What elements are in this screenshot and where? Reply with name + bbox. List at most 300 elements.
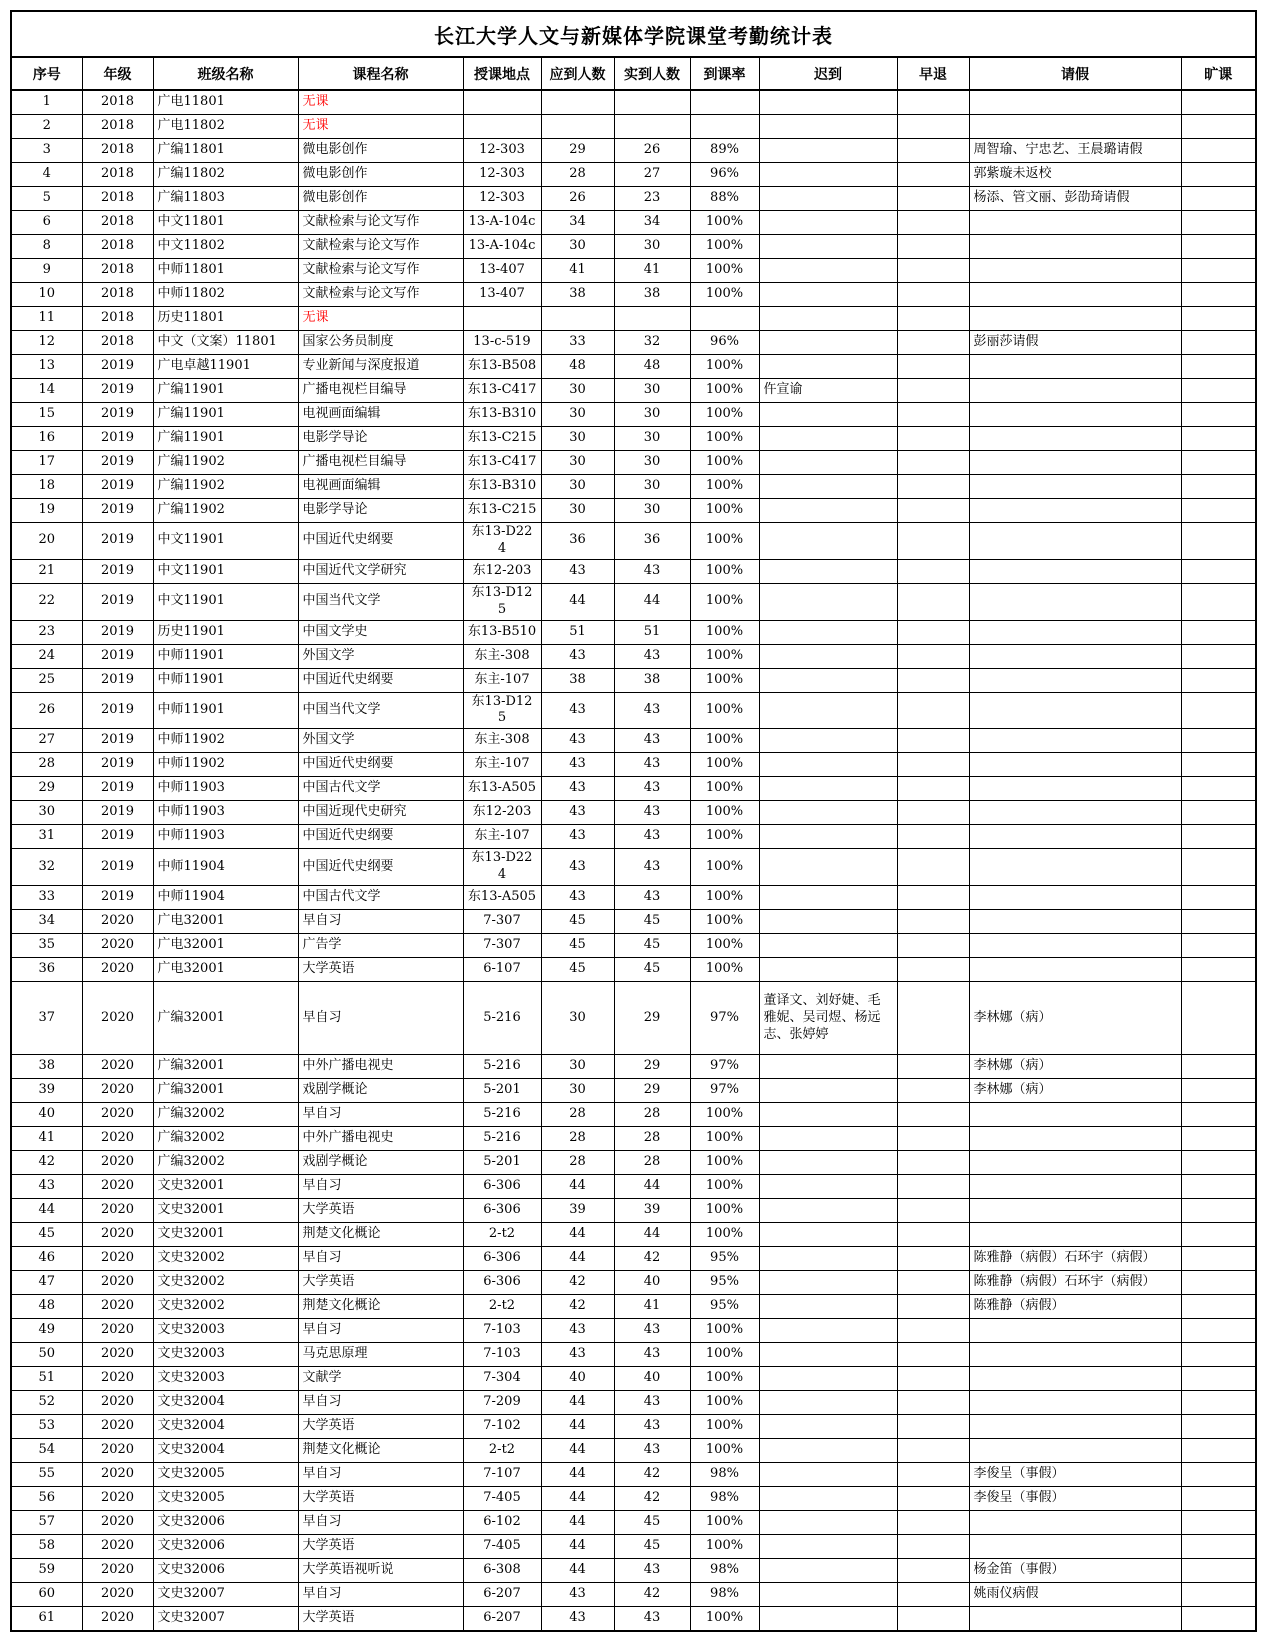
cell-class_name: 广电卓越11901 (153, 355, 298, 379)
cell-no: 2 (11, 115, 82, 139)
cell-rate: 100% (690, 801, 759, 825)
cell-no: 52 (11, 1391, 82, 1415)
cell-early_leave (897, 1151, 969, 1175)
cell-late (759, 523, 897, 560)
cell-late (759, 451, 897, 475)
cell-class_name: 广编11802 (153, 163, 298, 187)
cell-grade: 2019 (82, 801, 153, 825)
cell-rate: 100% (690, 1367, 759, 1391)
cell-expected: 40 (541, 1367, 614, 1391)
cell-expected: 44 (541, 1175, 614, 1199)
cell-no: 14 (11, 379, 82, 403)
cell-grade: 2019 (82, 849, 153, 886)
cell-expected: 45 (541, 934, 614, 958)
cell-grade: 2020 (82, 1199, 153, 1223)
cell-leave (969, 403, 1181, 427)
cell-late (759, 620, 897, 644)
cell-actual: 43 (614, 644, 690, 668)
cell-rate: 97% (690, 982, 759, 1055)
cell-location: 13-407 (463, 259, 541, 283)
cell-rate: 100% (690, 849, 759, 886)
table-row (11, 1223, 1256, 1247)
cell-late (759, 90, 897, 115)
cell-class_name: 广编11901 (153, 403, 298, 427)
cell-course: 中国当代文学 (298, 692, 463, 729)
cell-location: 7-103 (463, 1319, 541, 1343)
cell-late (759, 668, 897, 692)
cell-no: 18 (11, 475, 82, 499)
cell-class_name: 广编32002 (153, 1127, 298, 1151)
cell-grade: 2018 (82, 163, 153, 187)
cell-expected: 43 (541, 849, 614, 886)
cell-actual (614, 307, 690, 331)
cell-expected: 42 (541, 1295, 614, 1319)
cell-early_leave (897, 163, 969, 187)
cell-class_name: 广编32002 (153, 1103, 298, 1127)
cell-absent (1181, 753, 1256, 777)
cell-course: 广播电视栏目编导 (298, 451, 463, 475)
cell-class_name: 文史32001 (153, 1199, 298, 1223)
cell-rate: 100% (690, 283, 759, 307)
cell-rate: 100% (690, 379, 759, 403)
attendance-table (10, 10, 1257, 1632)
cell-location: 6-102 (463, 1511, 541, 1535)
cell-absent (1181, 777, 1256, 801)
cell-early_leave (897, 1607, 969, 1632)
cell-location: 东主-308 (463, 644, 541, 668)
cell-no: 29 (11, 777, 82, 801)
cell-leave: 郭紫璇未返校 (969, 163, 1181, 187)
cell-late (759, 1175, 897, 1199)
cell-rate: 98% (690, 1463, 759, 1487)
cell-grade: 2020 (82, 958, 153, 982)
table-row (11, 163, 1256, 187)
cell-no: 22 (11, 583, 82, 620)
cell-late (759, 1415, 897, 1439)
cell-actual: 43 (614, 559, 690, 583)
cell-class_name: 中师11902 (153, 729, 298, 753)
cell-course: 中国近现代史研究 (298, 801, 463, 825)
cell-actual: 28 (614, 1103, 690, 1127)
cell-location (463, 115, 541, 139)
cell-location: 7-107 (463, 1463, 541, 1487)
table-row (11, 331, 1256, 355)
cell-course: 中国近代史纲要 (298, 849, 463, 886)
cell-expected: 44 (541, 1223, 614, 1247)
cell-rate: 100% (690, 1223, 759, 1247)
cell-no: 51 (11, 1367, 82, 1391)
cell-rate: 100% (690, 235, 759, 259)
cell-late (759, 886, 897, 910)
cell-no: 23 (11, 620, 82, 644)
cell-location: 7-304 (463, 1367, 541, 1391)
cell-late (759, 187, 897, 211)
cell-location: 东13-D224 (463, 523, 541, 560)
cell-grade: 2019 (82, 753, 153, 777)
cell-class_name: 文史32007 (153, 1607, 298, 1632)
table-row (11, 1439, 1256, 1463)
cell-no: 8 (11, 235, 82, 259)
cell-expected: 44 (541, 1511, 614, 1535)
cell-course: 无课 (298, 307, 463, 331)
cell-grade: 2020 (82, 1343, 153, 1367)
cell-absent (1181, 958, 1256, 982)
cell-grade: 2018 (82, 90, 153, 115)
cell-actual: 43 (614, 849, 690, 886)
cell-late (759, 475, 897, 499)
table-row (11, 115, 1256, 139)
table-row (11, 958, 1256, 982)
cell-actual: 30 (614, 379, 690, 403)
cell-location: 6-107 (463, 958, 541, 982)
col-header-late: 迟到 (759, 57, 897, 90)
cell-expected: 43 (541, 1319, 614, 1343)
cell-late (759, 139, 897, 163)
cell-course: 早自习 (298, 1391, 463, 1415)
cell-actual: 43 (614, 1439, 690, 1463)
cell-late (759, 1607, 897, 1632)
cell-actual: 42 (614, 1247, 690, 1271)
cell-course: 无课 (298, 90, 463, 115)
cell-rate: 100% (690, 1607, 759, 1632)
cell-grade: 2020 (82, 1559, 153, 1583)
cell-absent (1181, 1319, 1256, 1343)
cell-early_leave (897, 427, 969, 451)
cell-early_leave (897, 115, 969, 139)
cell-course: 早自习 (298, 1511, 463, 1535)
cell-actual: 48 (614, 355, 690, 379)
cell-early_leave (897, 1055, 969, 1079)
cell-rate: 97% (690, 1079, 759, 1103)
cell-location: 东主-308 (463, 729, 541, 753)
cell-grade: 2019 (82, 692, 153, 729)
cell-expected: 43 (541, 801, 614, 825)
cell-no: 34 (11, 910, 82, 934)
cell-class_name: 中文11901 (153, 583, 298, 620)
cell-leave: 李俊呈（事假） (969, 1487, 1181, 1511)
cell-grade: 2020 (82, 1415, 153, 1439)
table-row (11, 753, 1256, 777)
cell-expected: 29 (541, 139, 614, 163)
cell-rate: 100% (690, 1415, 759, 1439)
cell-rate: 100% (690, 777, 759, 801)
cell-class_name: 中师11903 (153, 801, 298, 825)
cell-grade: 2020 (82, 1247, 153, 1271)
cell-class_name: 文史32006 (153, 1511, 298, 1535)
cell-expected: 48 (541, 355, 614, 379)
cell-early_leave (897, 559, 969, 583)
cell-course: 马克思原理 (298, 1343, 463, 1367)
cell-late (759, 934, 897, 958)
cell-location: 2-t2 (463, 1223, 541, 1247)
cell-no: 55 (11, 1463, 82, 1487)
cell-course: 大学英语 (298, 1487, 463, 1511)
table-row (11, 620, 1256, 644)
cell-late (759, 1559, 897, 1583)
cell-rate: 100% (690, 753, 759, 777)
cell-grade: 2019 (82, 355, 153, 379)
cell-grade: 2019 (82, 777, 153, 801)
cell-early_leave (897, 1103, 969, 1127)
cell-location: 7-103 (463, 1343, 541, 1367)
col-header-rate: 到课率 (690, 57, 759, 90)
cell-leave (969, 1511, 1181, 1535)
table-row (11, 235, 1256, 259)
cell-class_name: 广编11803 (153, 187, 298, 211)
cell-actual: 44 (614, 1223, 690, 1247)
cell-leave (969, 1103, 1181, 1127)
cell-location: 东主-107 (463, 825, 541, 849)
cell-leave: 陈雅静（病假） (969, 1295, 1181, 1319)
cell-early_leave (897, 90, 969, 115)
cell-class_name: 广编11902 (153, 475, 298, 499)
cell-no: 48 (11, 1295, 82, 1319)
cell-expected: 39 (541, 1199, 614, 1223)
cell-class_name: 文史32002 (153, 1295, 298, 1319)
cell-course: 国家公务员制度 (298, 331, 463, 355)
cell-leave (969, 1199, 1181, 1223)
cell-early_leave (897, 1319, 969, 1343)
cell-early_leave (897, 403, 969, 427)
cell-late (759, 1511, 897, 1535)
cell-no: 59 (11, 1559, 82, 1583)
cell-location: 东主-107 (463, 668, 541, 692)
col-header-course: 课程名称 (298, 57, 463, 90)
cell-class_name: 文史32003 (153, 1367, 298, 1391)
cell-course: 荆楚文化概论 (298, 1439, 463, 1463)
cell-leave (969, 1535, 1181, 1559)
cell-rate: 100% (690, 583, 759, 620)
cell-actual: 30 (614, 235, 690, 259)
cell-leave (969, 668, 1181, 692)
cell-grade: 2018 (82, 211, 153, 235)
table-row (11, 1583, 1256, 1607)
cell-no: 32 (11, 849, 82, 886)
cell-early_leave (897, 1391, 969, 1415)
cell-expected: 30 (541, 1055, 614, 1079)
cell-course: 大学英语 (298, 1271, 463, 1295)
table-row (11, 1559, 1256, 1583)
cell-early_leave (897, 1127, 969, 1151)
cell-early_leave (897, 777, 969, 801)
cell-actual: 43 (614, 1559, 690, 1583)
cell-actual: 43 (614, 886, 690, 910)
cell-no: 61 (11, 1607, 82, 1632)
cell-late (759, 163, 897, 187)
cell-late (759, 1271, 897, 1295)
cell-rate: 100% (690, 1439, 759, 1463)
cell-leave (969, 934, 1181, 958)
cell-course: 微电影创作 (298, 163, 463, 187)
cell-actual: 43 (614, 1607, 690, 1632)
cell-location: 东13-C215 (463, 427, 541, 451)
cell-rate (690, 90, 759, 115)
cell-grade: 2018 (82, 235, 153, 259)
cell-absent (1181, 379, 1256, 403)
cell-grade: 2018 (82, 307, 153, 331)
cell-no: 9 (11, 259, 82, 283)
cell-rate: 100% (690, 211, 759, 235)
cell-location: 东13-B310 (463, 475, 541, 499)
cell-leave: 姚雨仪病假 (969, 1583, 1181, 1607)
cell-early_leave (897, 620, 969, 644)
cell-grade: 2020 (82, 1367, 153, 1391)
table-row (11, 1295, 1256, 1319)
cell-leave: 杨金笛（事假） (969, 1559, 1181, 1583)
cell-leave: 李俊呈（事假） (969, 1463, 1181, 1487)
cell-class_name: 广编32001 (153, 1055, 298, 1079)
cell-leave (969, 958, 1181, 982)
cell-expected: 43 (541, 644, 614, 668)
cell-class_name: 中师11902 (153, 753, 298, 777)
cell-grade: 2019 (82, 475, 153, 499)
cell-absent (1181, 451, 1256, 475)
cell-rate: 100% (690, 1343, 759, 1367)
cell-early_leave (897, 355, 969, 379)
cell-course: 早自习 (298, 1103, 463, 1127)
cell-actual: 27 (614, 163, 690, 187)
cell-expected: 30 (541, 235, 614, 259)
cell-course: 早自习 (298, 1583, 463, 1607)
cell-course: 早自习 (298, 910, 463, 934)
cell-expected: 43 (541, 1583, 614, 1607)
cell-absent (1181, 1607, 1256, 1632)
cell-absent (1181, 139, 1256, 163)
cell-expected: 44 (541, 1535, 614, 1559)
table-row (11, 729, 1256, 753)
col-header-grade: 年级 (82, 57, 153, 90)
cell-leave (969, 90, 1181, 115)
cell-early_leave (897, 801, 969, 825)
cell-rate: 98% (690, 1559, 759, 1583)
cell-class_name: 中文11901 (153, 559, 298, 583)
cell-course: 文献检索与论文写作 (298, 235, 463, 259)
cell-grade: 2020 (82, 1055, 153, 1079)
cell-expected: 30 (541, 982, 614, 1055)
table-row (11, 668, 1256, 692)
cell-grade: 2020 (82, 1223, 153, 1247)
cell-grade: 2020 (82, 1295, 153, 1319)
cell-no: 47 (11, 1271, 82, 1295)
cell-absent (1181, 163, 1256, 187)
cell-late (759, 355, 897, 379)
cell-actual (614, 90, 690, 115)
cell-leave (969, 559, 1181, 583)
cell-class_name: 广电32001 (153, 934, 298, 958)
cell-late (759, 115, 897, 139)
cell-late (759, 849, 897, 886)
cell-no: 40 (11, 1103, 82, 1127)
cell-absent (1181, 886, 1256, 910)
cell-class_name: 文史32005 (153, 1463, 298, 1487)
table-row (11, 1199, 1256, 1223)
cell-grade: 2019 (82, 559, 153, 583)
cell-early_leave (897, 825, 969, 849)
cell-actual (614, 115, 690, 139)
cell-late (759, 729, 897, 753)
cell-no: 19 (11, 499, 82, 523)
cell-early_leave (897, 644, 969, 668)
cell-course: 大学英语 (298, 1535, 463, 1559)
cell-late (759, 1295, 897, 1319)
cell-location: 2-t2 (463, 1439, 541, 1463)
cell-location: 12-303 (463, 163, 541, 187)
col-header-location: 授课地点 (463, 57, 541, 90)
cell-class_name: 中师11802 (153, 283, 298, 307)
cell-grade: 2020 (82, 1535, 153, 1559)
cell-course: 中国古代文学 (298, 777, 463, 801)
cell-course: 中国文学史 (298, 620, 463, 644)
cell-late (759, 331, 897, 355)
cell-expected: 43 (541, 777, 614, 801)
cell-location: 7-307 (463, 934, 541, 958)
cell-course: 中外广播电视史 (298, 1127, 463, 1151)
cell-rate: 100% (690, 1511, 759, 1535)
cell-early_leave (897, 1295, 969, 1319)
cell-late (759, 307, 897, 331)
cell-late (759, 583, 897, 620)
cell-early_leave (897, 982, 969, 1055)
table-row (11, 307, 1256, 331)
cell-rate: 97% (690, 1055, 759, 1079)
cell-class_name: 文史32003 (153, 1319, 298, 1343)
cell-expected: 26 (541, 187, 614, 211)
cell-course: 广告学 (298, 934, 463, 958)
cell-rate: 100% (690, 559, 759, 583)
cell-leave (969, 1343, 1181, 1367)
cell-no: 20 (11, 523, 82, 560)
cell-no: 36 (11, 958, 82, 982)
cell-absent (1181, 644, 1256, 668)
cell-leave (969, 1439, 1181, 1463)
cell-absent (1181, 283, 1256, 307)
cell-actual: 30 (614, 499, 690, 523)
cell-location: 12-303 (463, 187, 541, 211)
cell-leave (969, 475, 1181, 499)
cell-expected: 38 (541, 283, 614, 307)
cell-no: 54 (11, 1439, 82, 1463)
cell-absent (1181, 1511, 1256, 1535)
cell-early_leave (897, 1367, 969, 1391)
table-row (11, 1175, 1256, 1199)
cell-absent (1181, 583, 1256, 620)
cell-absent (1181, 307, 1256, 331)
cell-leave (969, 1151, 1181, 1175)
cell-class_name: 中文11801 (153, 211, 298, 235)
table-row (11, 379, 1256, 403)
cell-no: 4 (11, 163, 82, 187)
cell-actual: 29 (614, 1079, 690, 1103)
cell-no: 50 (11, 1343, 82, 1367)
col-header-expected: 应到人数 (541, 57, 614, 90)
cell-absent (1181, 523, 1256, 560)
cell-actual: 41 (614, 259, 690, 283)
cell-no: 39 (11, 1079, 82, 1103)
cell-location: 东13-B510 (463, 620, 541, 644)
cell-actual: 34 (614, 211, 690, 235)
cell-early_leave (897, 934, 969, 958)
cell-expected: 44 (541, 1463, 614, 1487)
cell-expected: 44 (541, 1487, 614, 1511)
cell-leave: 李林娜（病） (969, 982, 1181, 1055)
cell-absent (1181, 1055, 1256, 1079)
cell-late (759, 1079, 897, 1103)
cell-rate: 100% (690, 692, 759, 729)
cell-location: 东13-D125 (463, 583, 541, 620)
cell-grade: 2020 (82, 1271, 153, 1295)
table-row (11, 139, 1256, 163)
cell-no: 17 (11, 451, 82, 475)
